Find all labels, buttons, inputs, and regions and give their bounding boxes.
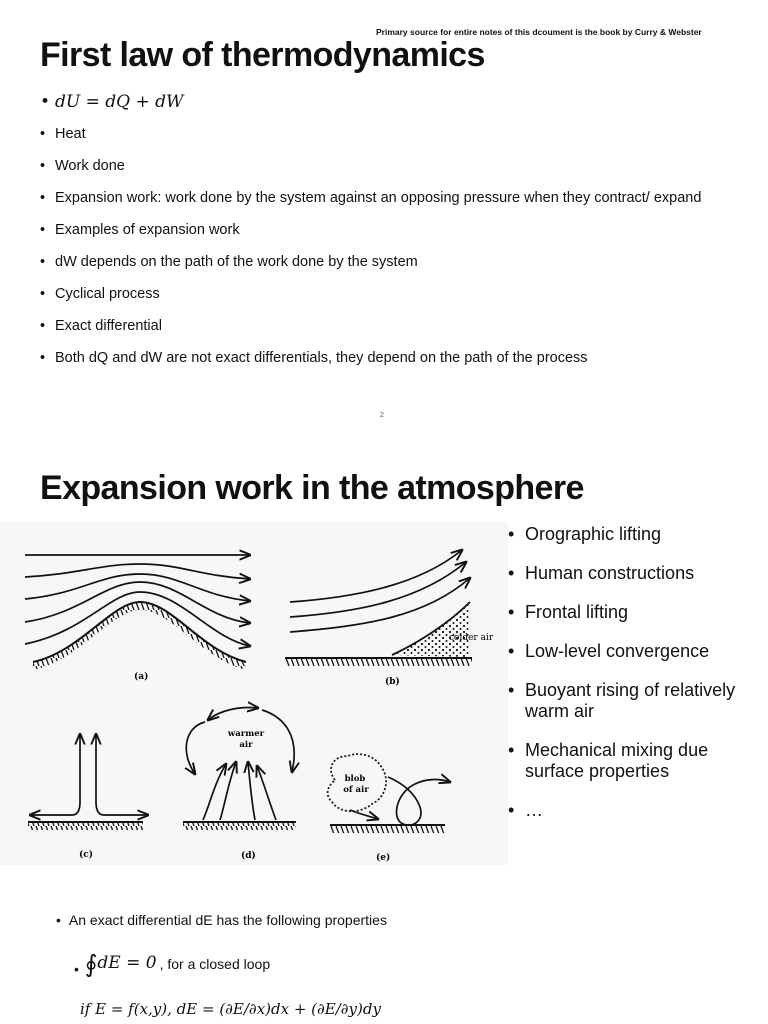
bullet-heat: • Heat xyxy=(40,126,740,143)
partial-derivative-equation: if E = f(x,y), dE = (∂E/∂x)dx + (∂E/∂y)dy xyxy=(80,1000,381,1018)
closed-loop-text: , for a closed loop xyxy=(159,956,271,972)
slide2-bullet-list xyxy=(508,524,763,839)
bullet-cyclical: • Cyclical process xyxy=(40,286,740,303)
contour-integral-symbol: ∮ xyxy=(84,950,98,978)
expansion-work-figure xyxy=(0,522,508,865)
bullet-exact-differential: • Exact differential xyxy=(40,318,740,335)
colder-air-label: colder air xyxy=(449,633,494,643)
blob-label-2: of air xyxy=(343,785,369,795)
bullet-work-done: • Work done xyxy=(40,158,740,175)
panel-d-buoyant xyxy=(183,708,296,831)
bullet-frontal: • Frontal lifting xyxy=(508,602,763,623)
panel-b-frontal xyxy=(285,550,472,666)
exact-differential-intro: • An exact differential dE has the following properties xyxy=(56,912,387,928)
source-note: Primary source for entire notes of this dcoument is the book by Curry & Webster xyxy=(376,27,702,37)
panel-c-convergence xyxy=(28,734,148,830)
blob-label-1: blob xyxy=(344,774,366,784)
bullet-first-law-equation: • dU = dQ + dW xyxy=(40,94,740,111)
bullet-mechanical-mixing: • Mechanical mixing due surface properties xyxy=(508,740,763,782)
panel-b-label: (b) xyxy=(385,677,400,687)
panel-e-label: (e) xyxy=(376,853,391,863)
warmer-air-label-1: warmer xyxy=(227,729,265,739)
bullet-not-exact: • Both dQ and dW are not exact differentials, they depend on the path of the process xyxy=(40,350,740,367)
bullet-examples: • Examples of expansion work xyxy=(40,222,740,239)
bullet-dot: • xyxy=(74,961,79,977)
bullet-buoyant: • Buoyant rising of relatively warm air xyxy=(508,680,763,722)
bullet-dw-path: • dW depends on the path of the work done by the system xyxy=(40,254,740,271)
bullet-ellipsis: • … xyxy=(508,800,763,821)
bullet-convergence: • Low-level convergence xyxy=(508,641,763,662)
closed-loop-property xyxy=(74,950,270,978)
slide2-title: Expansion work in the atmosphere xyxy=(40,469,584,507)
bullet-expansion-work: • Expansion work: work done by the system against an opposing pressure when they contract/ expand xyxy=(40,190,740,207)
page-number: 2 xyxy=(380,412,384,419)
panel-d-label: (d) xyxy=(241,851,256,861)
bullet-orographic: • Orographic lifting xyxy=(508,524,763,545)
closed-loop-equation: ∮dE = 0 xyxy=(84,950,157,978)
slide1-bullet-list xyxy=(40,94,740,382)
panel-a-orographic xyxy=(25,550,250,670)
bullet-human-constructions: • Human constructions xyxy=(508,563,763,584)
panel-c-label: (c) xyxy=(79,850,93,860)
panel-a-label: (a) xyxy=(134,672,149,682)
warmer-air-label-2: air xyxy=(239,740,253,750)
slide1-title: First law of thermodynamics xyxy=(40,36,485,74)
